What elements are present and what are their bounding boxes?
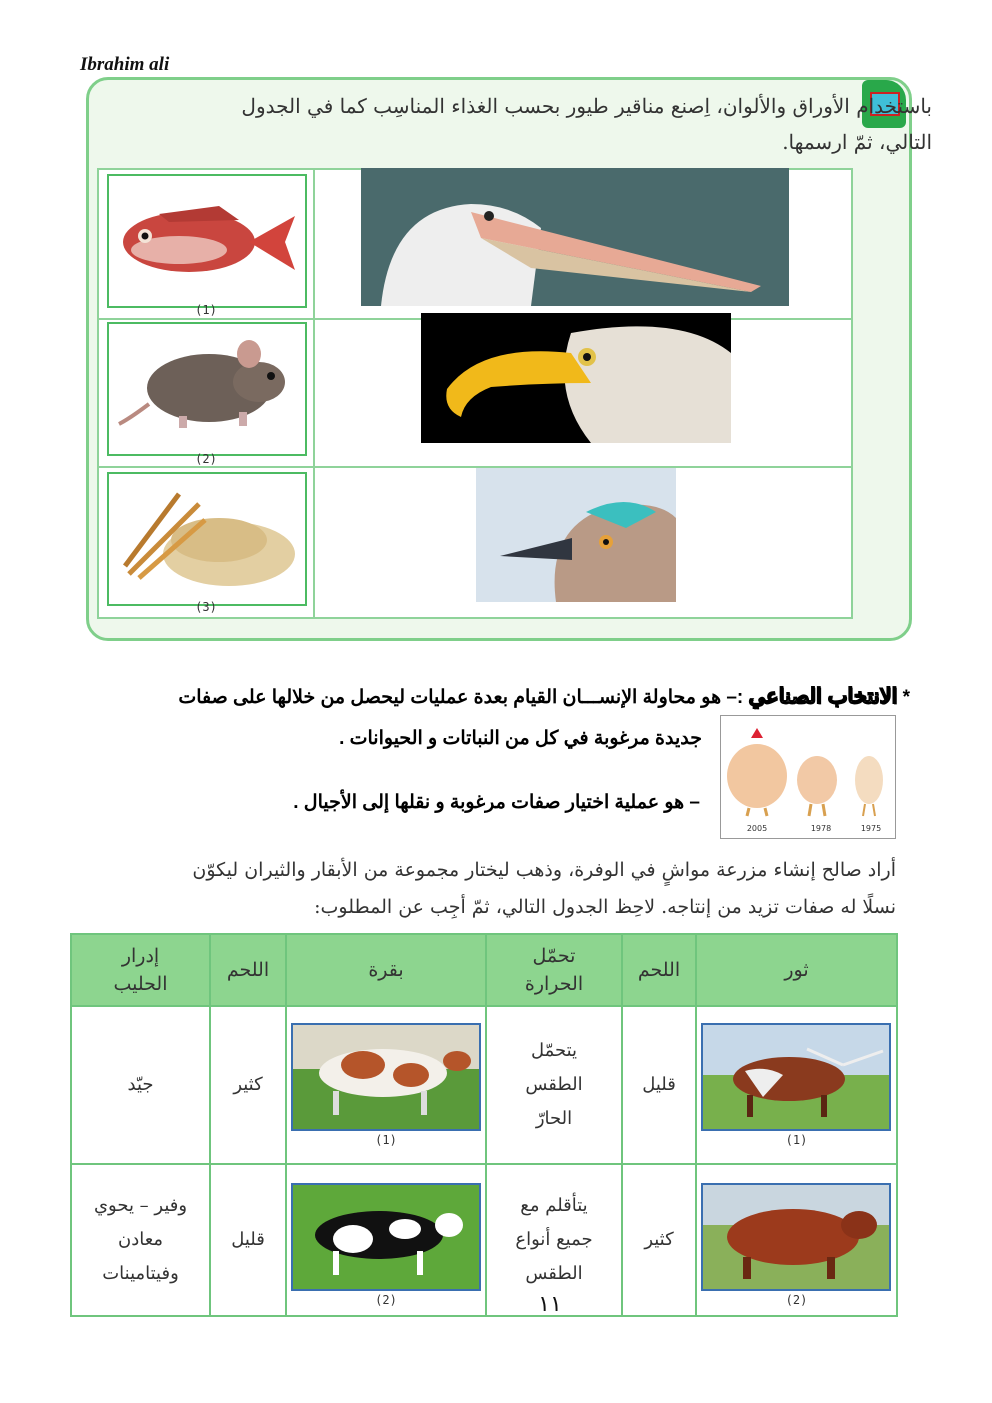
definition-term: الانتخاب الصناعي	[748, 685, 898, 708]
heat-value: يتحمّل الطقس الحارّ	[525, 1040, 583, 1129]
header-meat: اللحم	[637, 959, 681, 981]
author-name: Ibrahim ali	[80, 54, 170, 75]
definition-line-3: – هو عملية اختيار صفات مرغوبة و نقلها إلى الأجيال .	[293, 792, 700, 813]
row-caption: (3)	[195, 600, 217, 614]
cow-meat-value: كثير	[233, 1074, 263, 1095]
definition-line-2: جديدة مرغوبة في كل من النباتات و الحيوانات .	[339, 728, 702, 749]
scenario-paragraph	[66, 852, 896, 926]
mouse-image	[107, 322, 307, 456]
instruction-line-2: التالي، ثمّ ارسمها.	[782, 130, 932, 154]
paragraph-line-1: أراد صالح إنشاء مزرعة مواشٍ في الوفرة، وذهب ليختار مجموعة من الأبقار والثيران ليكوّن	[192, 859, 896, 881]
row-caption: (2)	[195, 452, 217, 466]
cow-photo	[291, 1183, 481, 1291]
eagle-beak-image	[421, 313, 731, 443]
bull-photo	[701, 1183, 891, 1291]
definition-line-1	[60, 681, 910, 714]
beak-table	[97, 168, 853, 619]
cow-meat-value: قليل	[231, 1229, 265, 1250]
bull-caption: (2)	[785, 1293, 808, 1307]
header-cow: بقرة	[368, 959, 404, 981]
cow-caption: (1)	[375, 1133, 397, 1147]
bull-meat-value: كثير	[644, 1229, 674, 1250]
header-bull: ثور	[784, 959, 809, 981]
cattle-table	[70, 933, 898, 1317]
bull-photo	[701, 1023, 891, 1131]
heat-value: يتأقلم مع جميع أنواع الطقس	[515, 1195, 593, 1284]
milk-value: وفير – يحوي معادن وفيتامينات	[93, 1195, 188, 1284]
row-caption: (1)	[195, 303, 217, 317]
chickens-image	[720, 715, 896, 839]
milk-value: جيّد	[127, 1074, 154, 1095]
header-heat-tolerance: تحمّل الحرارة	[524, 945, 584, 995]
grain-image	[107, 472, 307, 606]
header-meat: اللحم	[226, 959, 270, 981]
cow-caption: (2)	[375, 1293, 397, 1307]
activity-instruction	[172, 88, 932, 160]
chicken-year: 1975	[860, 824, 882, 833]
header-milk-yield: إدرار الحليب	[113, 945, 168, 995]
fish-image	[107, 174, 307, 308]
chicken-year: 2005	[746, 824, 768, 833]
bull-meat-value: قليل	[642, 1074, 676, 1095]
instruction-line-1: باستخدام الأوراق والألوان، اِصنع مناقير طيور بحسب الغذاء المناسِب كما في الجدول	[241, 94, 932, 118]
bull-caption: (1)	[785, 1133, 808, 1147]
bullet: *	[902, 687, 910, 708]
paragraph-line-2: نسلًا له صفات تزيد من إنتاجه. لاحِظ الجدول التالي، ثمّ أجِب عن المطلوب:	[314, 896, 896, 918]
chicken-year: 1978	[810, 824, 832, 833]
cow-photo	[291, 1023, 481, 1131]
roller-beak-image	[476, 468, 676, 602]
page-number: ١١	[538, 1292, 562, 1317]
definition-text: :– هو محاولة الإنســـان القيام بعدة عمليات ليحصل من خلالها على صفات	[178, 687, 749, 708]
pelican-beak-image	[361, 168, 789, 306]
